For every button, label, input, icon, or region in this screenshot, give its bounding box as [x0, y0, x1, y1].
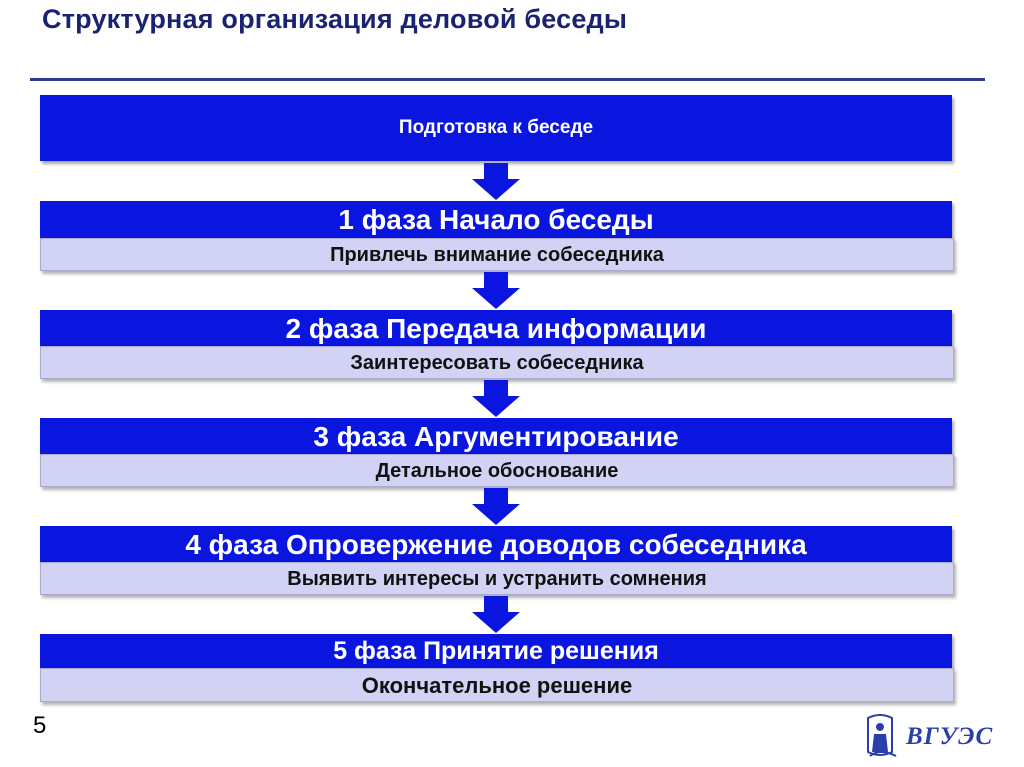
phase-2-title: 2 фаза Передача информации [40, 310, 952, 348]
phase-4-goal: Выявить интересы и устранить сомнения [40, 562, 954, 595]
title-divider [30, 78, 985, 81]
phase-3-goal: Детальное обоснование [40, 454, 954, 487]
slide-number: 5 [33, 712, 47, 739]
phase-1-goal: Привлечь внимание собеседника [40, 238, 954, 271]
phase-1-title: 1 фаза Начало беседы [40, 201, 952, 239]
down-arrow-icon [470, 380, 522, 418]
phase-5-goal: Окончательное решение [40, 668, 954, 702]
preparation-box: Подготовка к беседе [40, 95, 952, 161]
phase-3-title: 3 фаза Аргументирование [40, 418, 952, 456]
down-arrow-icon [470, 596, 522, 634]
slide-title: Структурная организация деловой беседы [42, 4, 628, 34]
down-arrow-icon [470, 163, 522, 201]
logo-wordmark: ВГУЭС [906, 723, 994, 750]
down-arrow-icon [470, 488, 522, 526]
phase-4-title: 4 фаза Опровержение доводов собеседника [40, 526, 952, 564]
phase-5-title: 5 фаза Принятие решения [40, 634, 952, 668]
down-arrow-icon [470, 272, 522, 310]
phase-2-goal: Заинтересовать собеседника [40, 346, 954, 379]
